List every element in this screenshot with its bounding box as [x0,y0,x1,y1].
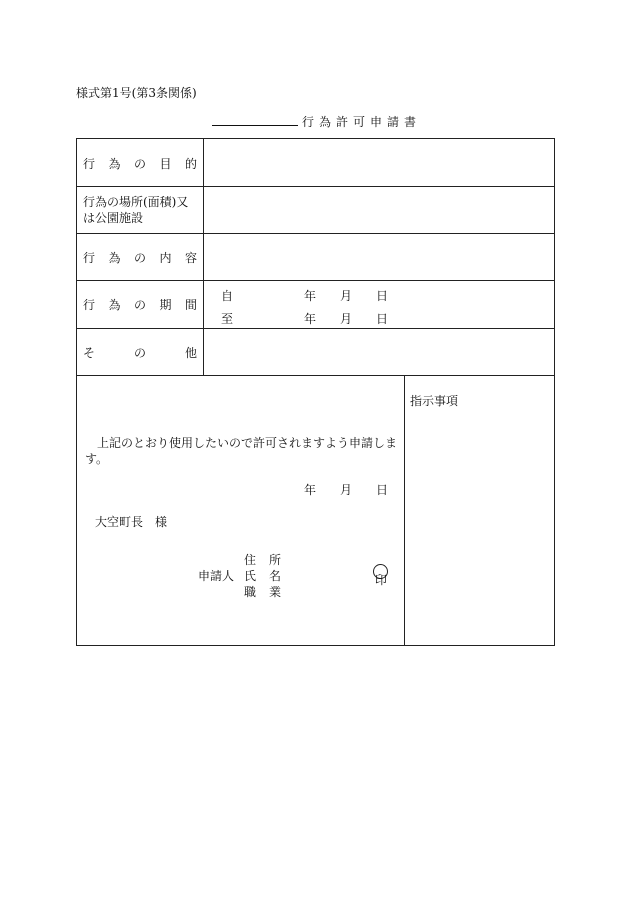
application-date-year: 年 [304,483,317,497]
row-label-period: 行 為 の 期 間 [83,298,197,312]
name-label: 氏 名 [244,569,281,583]
document-title: 行為許可申請書 [302,115,422,129]
application-form-table [76,138,555,646]
application-date-month: 月 [340,483,353,497]
row-divider [77,280,554,281]
addressee: 大空町長 様 [95,515,168,529]
label-column-divider [203,139,204,375]
row-label-content: 行 為 の 内 容 [83,251,197,265]
seal-mark: 印 [375,573,388,587]
period-from-year: 年 [304,289,317,303]
occupation-label: 職 業 [244,585,281,599]
row-label-purpose: 行 為 の 目 的 [83,157,197,171]
period-to-month: 月 [340,312,353,326]
row-divider [77,186,554,187]
row-label-other: そ の 他 [83,346,197,360]
row-label-location: 行為の場所(面積)又は公園施設 [83,195,189,225]
instructions-heading: 指示事項 [410,394,459,408]
application-statement: 上記のとおり使用したいので許可されますよう申請します。 [85,436,398,466]
instructions-column-divider [404,375,405,645]
period-to-day: 日 [376,312,389,326]
period-to-label: 至 [221,312,234,326]
form-number: 様式第1号(第3条関係) [76,86,197,100]
application-date-day: 日 [376,483,389,497]
period-from-month: 月 [340,289,353,303]
row-divider [77,233,554,234]
period-to-year: 年 [304,312,317,326]
period-from-day: 日 [376,289,389,303]
title-blank-line [212,125,298,126]
row-divider [77,328,554,329]
period-from-label: 自 [221,289,234,303]
address-label: 住 所 [244,553,281,567]
applicant-label: 申請人 [198,569,235,583]
row-divider [77,375,554,376]
